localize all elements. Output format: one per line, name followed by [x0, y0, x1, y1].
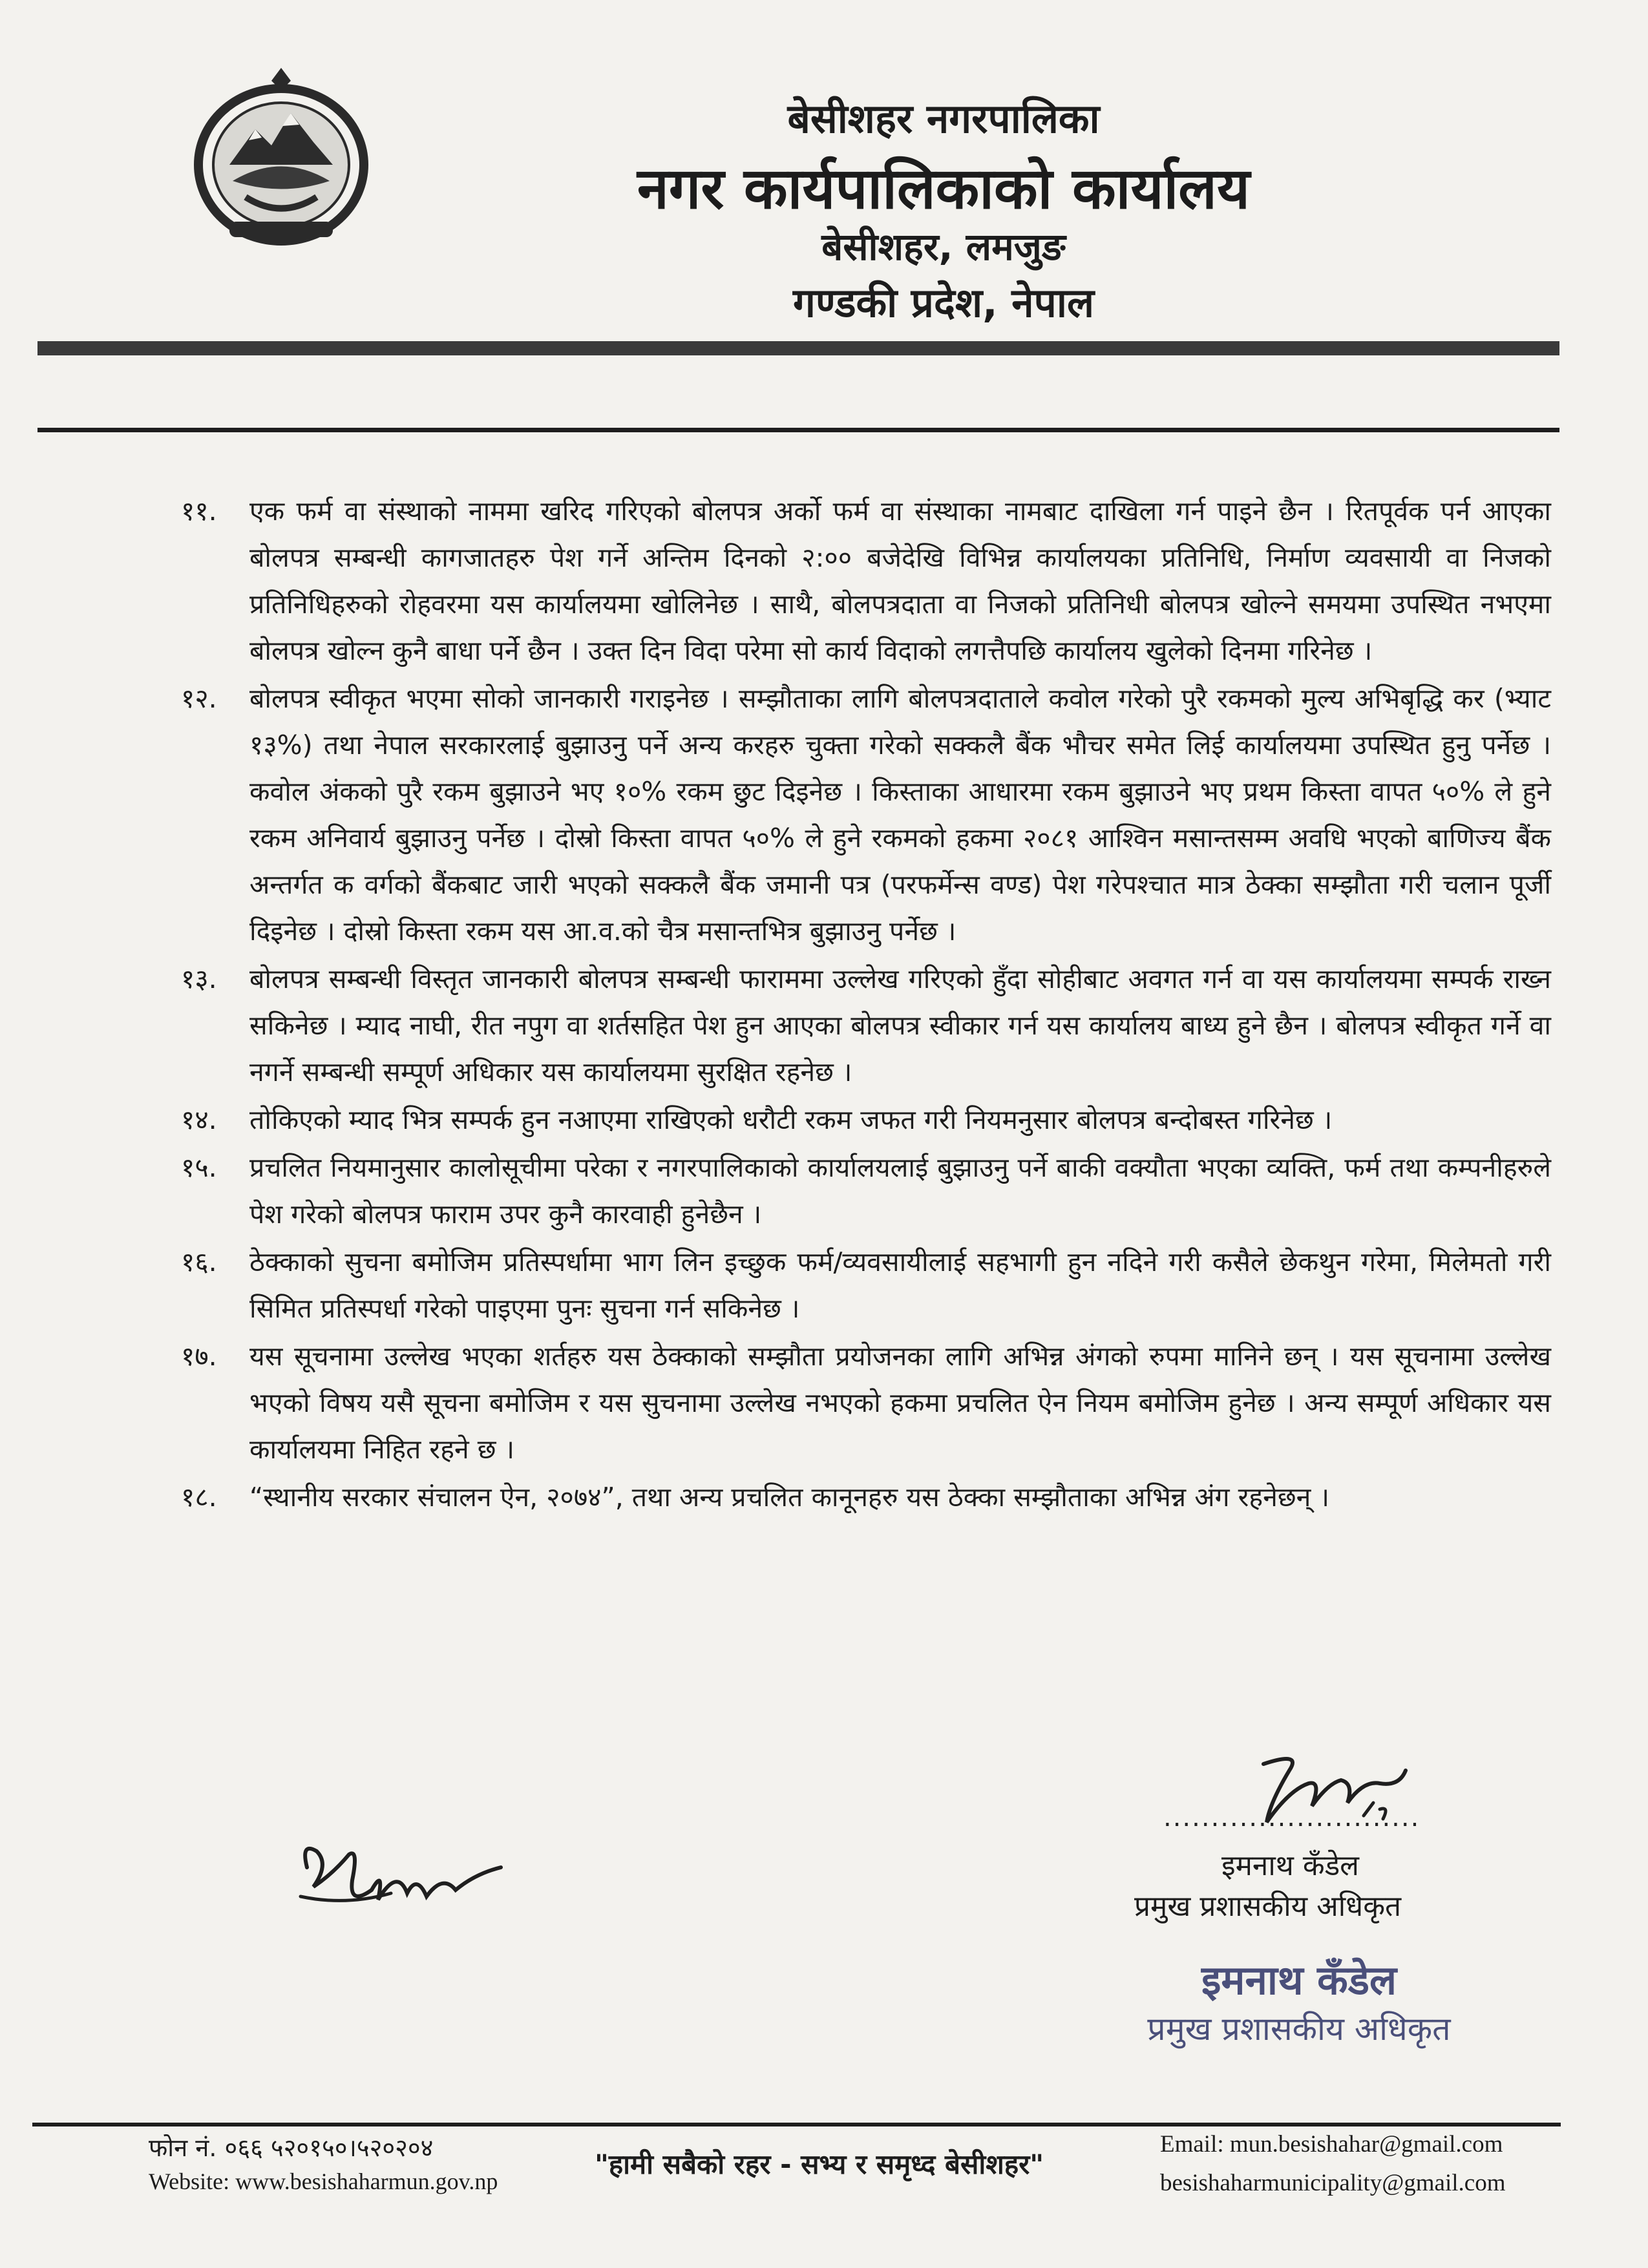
clause-number: १४. — [181, 1104, 217, 1135]
clause-15 — [181, 1144, 1551, 1237]
nepal-emblem-icon — [184, 68, 378, 255]
footer-website: Website: www.besishaharmun.gov.np — [149, 2168, 498, 2194]
signature-line: ........................... — [1163, 1803, 1421, 1832]
footer-email-primary: Email: mun.besishahar@gmail.com — [1160, 2131, 1503, 2158]
footer-divider — [32, 2123, 1561, 2126]
office-location: बेसीशहर, लमजुङ — [821, 225, 1066, 269]
signatory-name: इमनाथ कँडेल — [1221, 1849, 1359, 1882]
clause-number: १७. — [181, 1341, 217, 1372]
clause-text: यस सूचनामा उल्लेख भएका शर्तहरु यस ठेक्काको सम्झौता प्रयोजनका लागि अभिन्न अंगको रुपमा मानिने छन् । यस सूचनामा उल्लेख भएको विषय यसै सूचना बमोजिम र यस सुचनामा उल्लेख नभएको हकमा प्रचलित ऐन नियम बमोजिम हुनेछ । अन्य सम्पूर्ण अधिकार यस कार्यालयमा निहित रहने छ । — [249, 1341, 1551, 1465]
clause-17 — [181, 1333, 1551, 1473]
clause-18 — [181, 1474, 1551, 1520]
clause-number: १५. — [181, 1152, 217, 1183]
stamp-title: प्रमुख प्रशासकीय अधिकृत — [1147, 2010, 1451, 2048]
clause-number: १२. — [181, 683, 217, 714]
municipality-name: बेसीशहर नगरपालिका — [787, 95, 1100, 142]
clause-text: तोकिएको म्याद भित्र सम्पर्क हुन नआएमा राखिएको धरौटी रकम जफत गरी नियमनुसार बोलपत्र बन्दोबस्त गरिनेछ । — [249, 1104, 1333, 1135]
clause-text: ठेक्काको सुचना बमोजिम प्रतिस्पर्धामा भाग लिन इच्छुक फर्म/व्यवसायीलाई सहभागी हुन नदिने गरी कसैले छेकथुन गरेमा, मिलेमतो गरी सिमित प्रतिस्पर्धा गरेको पाइएमा पुनः सुचना गर्न सकिनेछ । — [249, 1246, 1551, 1324]
clause-text: प्रचलित नियमानुसार कालोसूचीमा परेका र नगरपालिकाको कार्यालयलाई बुझाउनु पर्ने बाकी वक्यौता भएका व्यक्ति, फर्म तथा कम्पनीहरुले पेश गरेको बोलपत्र फाराम उपर कुनै कारवाही हुनेछैन । — [249, 1152, 1551, 1230]
header-divider-thin — [37, 428, 1559, 432]
clause-list — [181, 488, 1551, 1522]
handwritten-signature-left — [288, 1829, 520, 1926]
clause-text: एक फर्म वा संस्थाको नाममा खरिद गरिएको बोलपत्र अर्को फर्म वा संस्थाका नामबाट दाखिला गर्न पाइने छैन । रितपूर्वक पर्न आएका बोलपत्र सम्बन्धी कागजातहरु पेश गर्ने अन्तिम दिनको २:०० बजेदेखि विभिन्न कार्यालयका प्रतिनिधि, निर्माण व्यवसायी वा निजको प्रतिनिधिहरुको रोहवरमा यस कार्यालयमा खोलिनेछ । साथै, बोलपत्रदाता वा निजको प्रतिनिधी बोलपत्र खोल्ने समयमा उपस्थित नभएमा बोलपत्र खोल्न कुनै बाधा पर्ने छैन । उक्त दिन विदा परेमा सो कार्य विदाको लगत्तैपछि कार्यालय खुलेको दिनमा गरिनेछ । — [249, 496, 1551, 666]
official-stamp — [1131, 1955, 1467, 2052]
clause-text: “स्थानीय सरकार संचालन ऐन, २०७४”, तथा अन्य प्रचलित कानूनहरु यस ठेक्का सम्झौताका अभिन्न अंग रहनेछन् । — [249, 1482, 1329, 1513]
footer-email-secondary: besishaharmunicipality@gmail.com — [1160, 2170, 1506, 2196]
clause-number: ११. — [181, 496, 217, 527]
signatory-title: प्रमुख प्रशासकीय अधिकृत — [1134, 1890, 1402, 1923]
clause-number: १८. — [181, 1482, 217, 1513]
province-country: गण्डकी प्रदेश, नेपाल — [792, 279, 1094, 326]
clause-16 — [181, 1239, 1551, 1332]
clause-13 — [181, 956, 1551, 1095]
footer-slogan: "हामी सबैको रहर - सभ्य र समृध्द बेसीशहर" — [595, 2148, 1044, 2180]
clause-number: १३. — [181, 963, 217, 994]
office-title: नगर कार्यपालिकाको कार्यालय — [637, 155, 1250, 222]
clause-11 — [181, 488, 1551, 674]
stamp-name: इमनाथ कँडेल — [1201, 1957, 1397, 2004]
footer-phone: फोन नं. ०६६ ५२०१५०।५२०२०४ — [149, 2134, 434, 2162]
header-divider-thick — [37, 341, 1559, 355]
clause-text: बोलपत्र सम्बन्धी विस्तृत जानकारी बोलपत्र सम्बन्धी फाराममा उल्लेख गरिएको हुँदा सोहीबाट अवगत गर्न वा यस कार्यालयमा सम्पर्क राख्न सकिनेछ । म्याद नाघी, रीत नपुग वा शर्तसहित पेश हुन आएका बोलपत्र स्वीकार गर्न यस कार्यालय बाध्य हुने छैन । बोलपत्र स्वीकृत गर्ने वा नगर्ने सम्बन्धी सम्पूर्ण अधिकार यस कार्यालयमा सुरक्षित रहनेछ । — [249, 963, 1551, 1087]
clause-number: १६. — [181, 1246, 217, 1277]
clause-text: बोलपत्र स्वीकृत भएमा सोको जानकारी गराइनेछ । सम्झौताका लागि बोलपत्रदाताले कवोल गरेको पुरै रकमको मुल्य अभिबृद्धि कर (भ्याट १३%) तथा नेपाल सरकारलाई बुझाउनु पर्ने अन्य करहरु चुक्ता गरेको सक्कलै बैंक भौचर समेत लिई कार्यालयमा उपस्थित हुनु पर्नेछ । कवोल अंकको पुरै रकम बुझाउने भए १०% रकम छुट दिइनेछ । किस्ताका आधारमा रकम बुझाउने भए प्रथम किस्ता वापत ५०% ले हुने रकम अनिवार्य बुझाउनु पर्नेछ । दोस्रो किस्ता वापत ५०% ले हुने रकमको हकमा २०८१ आश्विन मसान्तसम्म अवधि भएको बाणिज्य बैंक अन्तर्गत क वर्गको बैंकबाट जारी भएको सक्कलै बैंक जमानी पत्र (परफर्मेन्स वण्ड) पेश गरेपश्चात मात्र ठेक्का सम्झौता गरी चलान पूर्जी दिइनेछ । दोस्रो किस्ता रकम यस आ.व.को चैत्र मसान्तभित्र बुझाउनु पर्नेछ । — [249, 683, 1551, 947]
clause-14 — [181, 1097, 1551, 1143]
clause-12 — [181, 675, 1551, 954]
